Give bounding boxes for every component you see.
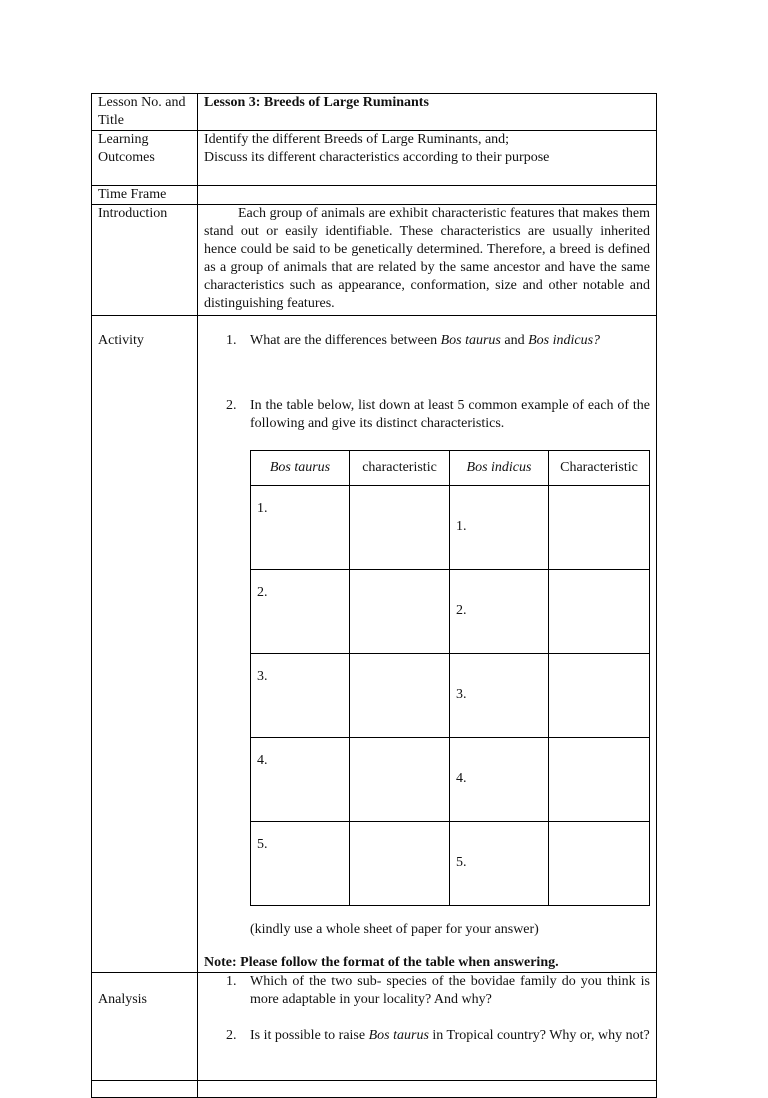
characteristic-cell: [549, 822, 650, 906]
bos-taurus-cell: 2.: [251, 570, 350, 654]
table-row: [251, 486, 650, 570]
bos-indicus-cell: 3.: [450, 654, 549, 738]
characteristic-cell: [350, 738, 450, 822]
analysis-question-1: [204, 973, 650, 1009]
analysis-q1-text: Which of the two sub- species of the bovidae family do you think is more adaptable in your locality? And why?: [250, 974, 650, 1007]
table-row: [251, 570, 650, 654]
analysis-label: Analysis: [92, 973, 198, 1081]
activity-content: [198, 316, 657, 973]
header-bos-indicus: Bos indicus: [450, 451, 549, 486]
lesson-title: Lesson 3: Breeds of Large Ruminants: [198, 94, 657, 131]
time-frame-label: Time Frame: [92, 186, 198, 205]
empty-row: [92, 1081, 657, 1098]
analysis-q2-text-b: in Tropical country? Why or, why not?: [428, 1028, 650, 1043]
lesson-plan-table: [91, 93, 657, 1098]
time-frame-row: [92, 186, 657, 205]
table-row: [251, 822, 650, 906]
characteristic-cell: [549, 570, 650, 654]
bos-taurus-cell: 1.: [251, 486, 350, 570]
activity-q1-text-a: What are the differences between: [250, 333, 441, 348]
bos-taurus-cell: 5.: [251, 822, 350, 906]
analysis-q2-number: 2.: [226, 1028, 237, 1043]
analysis-q2-text-a: Is it possible to raise: [250, 1028, 369, 1043]
analysis-question-2: [204, 1027, 650, 1045]
lesson-row: [92, 94, 657, 131]
header-characteristic-1: characteristic: [350, 451, 450, 486]
outcome-2: Discuss its different characteristics according to their purpose: [204, 150, 550, 165]
analysis-row: [92, 973, 657, 1081]
activity-label: Activity: [92, 316, 198, 973]
introduction-label: Introduction: [92, 205, 198, 316]
outcomes-content: [198, 131, 657, 186]
activity-q2-number: 2.: [226, 398, 237, 413]
characteristic-cell: [549, 486, 650, 570]
header-bos-taurus: Bos taurus: [251, 451, 350, 486]
activity-q1-text-b: and: [500, 333, 529, 348]
introduction-row: [92, 205, 657, 316]
characteristic-cell: [350, 486, 450, 570]
bos-indicus-cell: 1.: [450, 486, 549, 570]
bos-taurus-cell: 4.: [251, 738, 350, 822]
format-note: Note: Please follow the format of the table when answering.: [204, 955, 559, 970]
outcome-1: Identify the different Breeds of Large Ruminants, and;: [204, 132, 510, 147]
introduction-text: Each group of animals are exhibit characteristic features that makes them stand out or easily identifiable. These characteristics are usually inherited hence could be said to be genetically determined. Therefore, a breed is defined as a group of animals that are related by the same ancestor and have the same characteristics such as appearance, conformation, size and other notable and distinguishing features.: [198, 205, 657, 316]
activity-q1-term-2: Bos indicus?: [528, 333, 601, 348]
activity-question-1: [204, 332, 650, 350]
characteristic-cell: [549, 654, 650, 738]
breeds-table: [250, 450, 650, 906]
header-characteristic-2: Characteristic: [549, 451, 650, 486]
paper-note: (kindly use a whole sheet of paper for your answer): [250, 922, 539, 937]
bos-taurus-cell: 3.: [251, 654, 350, 738]
bos-indicus-cell: 4.: [450, 738, 549, 822]
time-frame-value: [198, 186, 657, 205]
bos-indicus-cell: 5.: [450, 822, 549, 906]
characteristic-cell: [350, 570, 450, 654]
characteristic-cell: [549, 738, 650, 822]
activity-q2-text: In the table below, list down at least 5 common example of each of the following and give its distinct characteristics.: [250, 398, 650, 431]
outcomes-label: Learning Outcomes: [92, 131, 198, 186]
table-row: [251, 738, 650, 822]
activity-q1-number: 1.: [226, 333, 237, 348]
activity-q1-term-1: Bos taurus: [440, 333, 501, 348]
lesson-label: Lesson No. and Title: [92, 94, 198, 131]
analysis-q1-number: 1.: [226, 974, 237, 989]
empty-cell: [198, 1081, 657, 1098]
analysis-content: [198, 973, 657, 1081]
empty-cell: [92, 1081, 198, 1098]
analysis-q2-term: Bos taurus: [368, 1028, 429, 1043]
characteristic-cell: [350, 822, 450, 906]
characteristic-cell: [350, 654, 450, 738]
activity-row: [92, 316, 657, 973]
outcomes-row: [92, 131, 657, 186]
bos-indicus-cell: 2.: [450, 570, 549, 654]
table-row: [251, 654, 650, 738]
activity-question-2: [204, 397, 650, 433]
breeds-table-header: [251, 451, 650, 486]
